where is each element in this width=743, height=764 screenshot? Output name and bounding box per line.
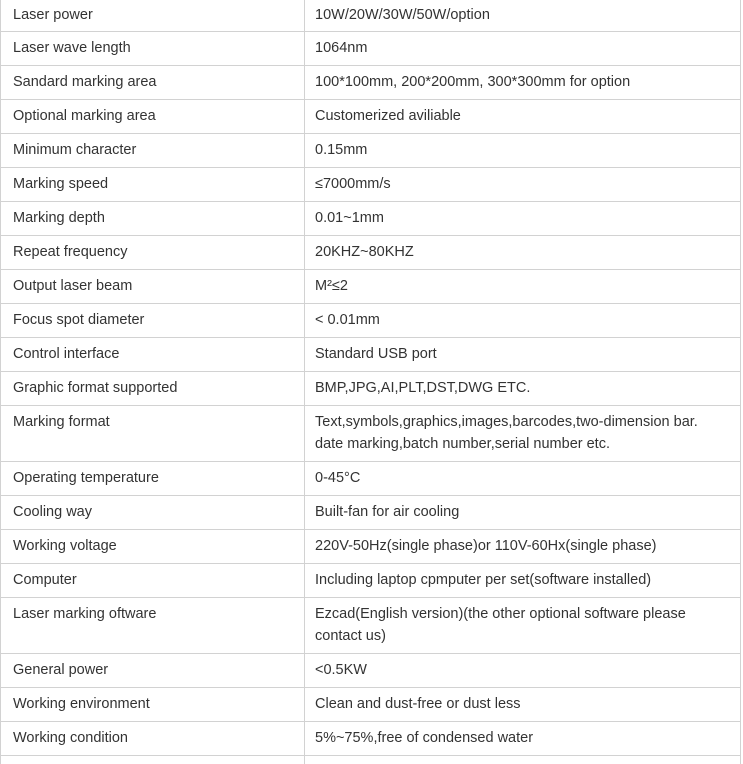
spec-value-line: 1064nm: [315, 37, 732, 59]
spec-name-cell: [1, 756, 305, 764]
spec-value-line: 100*100mm, 200*200mm, 300*300mm for option: [315, 71, 732, 93]
spec-name: Control interface: [13, 346, 119, 362]
spec-value-line: Standard USB port: [315, 343, 732, 365]
spec-row: [1, 32, 741, 66]
spec-name-cell: [1, 304, 305, 338]
spec-name-cell: [1, 564, 305, 598]
spec-name: Repeat frequency: [13, 244, 127, 260]
spec-row: [1, 304, 741, 338]
spec-name-cell: [1, 32, 305, 66]
spec-name: Laser marking oftware: [13, 606, 156, 622]
spec-value-cell: [305, 270, 741, 304]
spec-name: Working voltage: [13, 538, 117, 554]
spec-name-cell: [1, 654, 305, 688]
spec-row: [1, 236, 741, 270]
spec-value-line: 10W/20W/30W/50W/option: [315, 4, 732, 26]
spec-value-line: Text,symbols,graphics,images,barcodes,two-dimension bar.: [315, 411, 732, 433]
spec-value-cell: [305, 722, 741, 756]
spec-row: [1, 530, 741, 564]
spec-name: Minimum character: [13, 142, 136, 158]
spec-name: Working environment: [13, 696, 150, 712]
spec-name-cell: [1, 496, 305, 530]
spec-row: [1, 100, 741, 134]
spec-row: [1, 338, 741, 372]
spec-row: [1, 406, 741, 462]
spec-row: [1, 654, 741, 688]
spec-value-line: Ezcad(English version)(the other optional software please: [315, 603, 732, 625]
spec-name: General power: [13, 662, 108, 678]
spec-row: [1, 598, 741, 654]
spec-value-line: 20KHZ~80KHZ: [315, 241, 732, 263]
spec-row: [1, 270, 741, 304]
spec-value-line: ≤7000mm/s: [315, 173, 732, 195]
spec-name-cell: [1, 134, 305, 168]
spec-row: [1, 202, 741, 236]
spec-name-cell: [1, 688, 305, 722]
spec-value-cell: [305, 202, 741, 236]
spec-value-cell: [305, 496, 741, 530]
spec-value-line: < 0.01mm: [315, 309, 732, 331]
spec-value-cell: [305, 530, 741, 564]
spec-row: [1, 722, 741, 756]
spec-value-cell: [305, 134, 741, 168]
spec-name: Laser wave length: [13, 40, 131, 56]
spec-value-cell: [305, 462, 741, 496]
spec-name-cell: [1, 598, 305, 654]
spec-value-line: date marking,batch number,serial number etc.: [315, 433, 732, 455]
spec-value-line: contact us): [315, 625, 732, 647]
spec-name-cell: [1, 338, 305, 372]
spec-name: Computer: [13, 572, 77, 588]
spec-value-line: Including laptop cpmputer per set(software installed): [315, 569, 732, 591]
spec-name-cell: [1, 100, 305, 134]
spec-value-line: 220V-50Hz(single phase)or 110V-60Hx(single phase): [315, 535, 732, 557]
spec-table-body: [1, 0, 741, 764]
spec-value-cell: [305, 564, 741, 598]
spec-value-line: BMP,JPG,AI,PLT,DST,DWG ETC.: [315, 377, 732, 399]
spec-row: [1, 496, 741, 530]
spec-value-cell: [305, 372, 741, 406]
spec-name: Marking speed: [13, 176, 108, 192]
spec-value-cell: [305, 168, 741, 202]
spec-name: Operating temperature: [13, 470, 159, 486]
spec-value-line: 0.01~1mm: [315, 207, 732, 229]
spec-row: [1, 134, 741, 168]
spec-name: Marking format: [13, 414, 110, 430]
spec-value-cell: [305, 688, 741, 722]
spec-value-cell: [305, 32, 741, 66]
spec-name: Cooling way: [13, 504, 92, 520]
spec-value-cell: [305, 756, 741, 764]
spec-name-cell: [1, 406, 305, 462]
spec-row-cropped: [1, 756, 741, 764]
spec-name-cell: [1, 530, 305, 564]
spec-value-line: <0.5KW: [315, 659, 732, 681]
spec-value-line: M²≤2: [315, 275, 732, 297]
spec-name: Output laser beam: [13, 278, 132, 294]
spec-name-cell: [1, 462, 305, 496]
spec-name-cell: [1, 0, 305, 32]
spec-name: Graphic format supported: [13, 380, 177, 396]
spec-value-cell: [305, 304, 741, 338]
spec-name-cell: [1, 722, 305, 756]
spec-row: [1, 372, 741, 406]
spec-name-cell: [1, 202, 305, 236]
spec-value-line: Customerized aviliable: [315, 105, 732, 127]
spec-value-line: Built-fan for air cooling: [315, 501, 732, 523]
spec-name: Optional marking area: [13, 108, 156, 124]
spec-value-cell: [305, 66, 741, 100]
spec-value-line: 5%~75%,free of condensed water: [315, 727, 732, 749]
spec-row: [1, 462, 741, 496]
spec-value-cell: [305, 406, 741, 462]
spec-name-cell: [1, 236, 305, 270]
spec-name-cell: [1, 372, 305, 406]
spec-name-cell: [1, 270, 305, 304]
spec-name: Focus spot diameter: [13, 312, 144, 328]
spec-value-cell: [305, 338, 741, 372]
spec-name: Working condition: [13, 730, 128, 746]
spec-value-cell: [305, 654, 741, 688]
spec-name: Marking depth: [13, 210, 105, 226]
spec-row: [1, 0, 741, 32]
spec-row: [1, 688, 741, 722]
spec-row: [1, 168, 741, 202]
spec-value-cell: [305, 100, 741, 134]
spec-name: Laser power: [13, 7, 93, 23]
spec-value-cell: [305, 0, 741, 32]
spec-value-cell: [305, 598, 741, 654]
spec-row: [1, 66, 741, 100]
spec-row: [1, 564, 741, 598]
spec-value-line: 0.15mm: [315, 139, 732, 161]
spec-value-line: Clean and dust-free or dust less: [315, 693, 732, 715]
spec-value-cell: [305, 236, 741, 270]
spec-value-line: 0-45°C: [315, 467, 732, 489]
spec-name: Sandard marking area: [13, 74, 156, 90]
spec-name-cell: [1, 66, 305, 100]
spec-name-cell: [1, 168, 305, 202]
